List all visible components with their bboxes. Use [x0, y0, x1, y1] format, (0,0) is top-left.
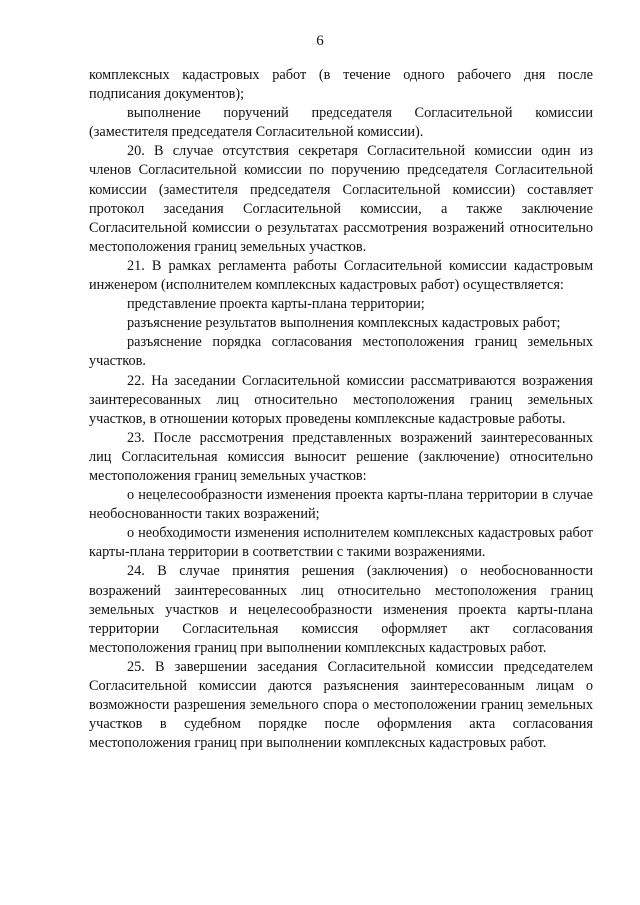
- paragraph-21-item-2: разъяснение результатов выполнения комплексных кадастровых работ;: [127, 315, 561, 332]
- page-number: 6: [316, 33, 324, 49]
- paragraph-20: 20. В случае отсутствия секретаря Согласительной комиссии один из членов Согласительной комиссии по поручению председателя Согласительной комиссии (заместителя председателя Согласительной комиссии) составляет протокол заседания Согласительной комиссии, а также заключение Согласительной комиссии о результатах рассмотрения возражений относительно местоположения границ земельных участков.: [89, 143, 593, 255]
- paragraph-23-item-2: о необходимости изменения исполнителем комплексных кадастровых работ карты-плана территории в соответствии с такими возражениями.: [89, 525, 593, 561]
- paragraph-23: 23. После рассмотрения представленных возражений заинтересованных лиц Согласительная комиссия выносит решение (заключение) относительно местоположения границ земельных участков:: [89, 429, 593, 484]
- paragraph-item: выполнение поручений председателя Согласительной комиссии (заместителя председателя Согласительной комиссии).: [89, 105, 593, 141]
- paragraph-21: 21. В рамках регламента работы Согласительной комиссии кадастровым инженером (исполнителем комплексных кадастровых работ) осуществляется:: [89, 257, 593, 294]
- paragraph-21-item-3: разъяснение порядка согласования местоположения границ земельных участков.: [89, 334, 593, 370]
- paragraph-21-item-1: представление проекта карты-плана территории;: [127, 296, 425, 313]
- paragraph-continuation: комплексных кадастровых работ (в течение одного рабочего дня после подписания документов);: [89, 67, 593, 103]
- paragraph-24: 24. В случае принятия решения (заключения) о необоснованности возражений заинтересованных лиц относительно местоположения границ земельных участков и нецелесообразности изменения проекта карты-плана территории Согласительная комиссия оформляет акт согласования местоположения границ при выполнении комплексных кадастровых работ.: [89, 563, 593, 656]
- paragraph-23-item-1: о нецелесообразности изменения проекта карты-плана территории в случае необоснованности таких возражений;: [89, 487, 593, 523]
- paragraph-22: 22. На заседании Согласительной комиссии рассматриваются возражения заинтересованных лиц относительно местоположения границ земельных участков, в отношении которых проведены комплексные кадастровые работы.: [89, 372, 593, 427]
- document-body: [89, 66, 593, 753]
- paragraph-25: 25. В завершении заседания Согласительной комиссии председателем Согласительной комиссии даются разъяснения заинтересованным лицам о возможности разрешения земельного спора о местоположении границ земельных участков в судебном порядке после оформления акта согласования местоположения границ при выполнении комплексных кадастровых работ.: [89, 658, 593, 752]
